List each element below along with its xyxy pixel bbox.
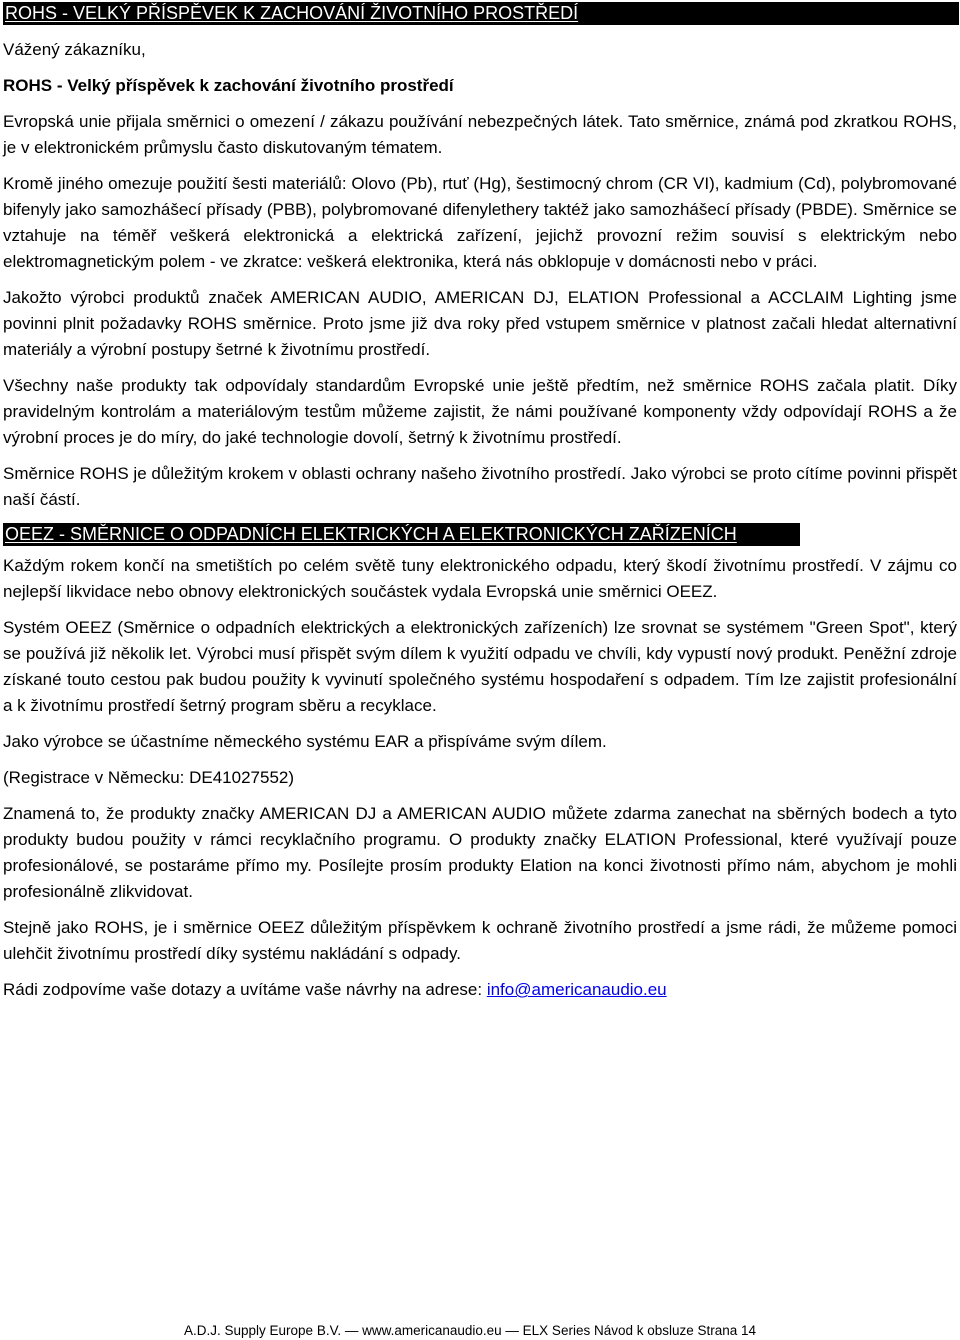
oeez-paragraph: Znamená to, že produkty značky AMERICAN DJ a AMERICAN AUDIO můžete zdarma zanechat na sběrných bodech a tyto produkty budou použity v rámci recyklačního programu. O produkty značky ELATION Professional, které využívají pouze profesionálové, se postaráme přímo my. Posílejte prosím produkty Elation na konci životnosti přímo nám, abychom je mohli profesionálně zlikvidovat.: [3, 804, 957, 901]
rohs-title: ROHS - Velký příspěvek k zachování životního prostředí: [3, 76, 454, 95]
rohs-paragraph: Všechny naše produkty tak odpovídaly standardům Evropské unie ještě předtím, než směrnice ROHS začala platit. Díky pravidelným kontrolám a materiálovým testům můžeme zajistit, že námi používané komponenty vždy odpovídají ROHS a že výrobní proces je do míry, do jaké technologie dovolí, šetrný k životnímu prostředí.: [3, 376, 957, 447]
page-footer: A.D.J. Supply Europe B.V. — www.americanaudio.eu — ELX Series Návod k obsluze Strana 14: [184, 1323, 757, 1338]
contact-text: Rádi zodpovíme vaše dotazy a uvítáme vaše návrhy na adrese:: [3, 980, 487, 999]
contact-email-link[interactable]: info@americanaudio.eu: [486, 980, 667, 999]
rohs-paragraph: Kromě jiného omezuje použití šesti materiálů: Olovo (Pb), rtuť (Hg), šestimocný chrom (CR VI), kadmium (Cd), polybromované bifenyly jako samozhášecí přísady (PBB), polybromované difenylethery taktéž jako samozhášecí přísady (PBDE). Směrnice se vztahuje na téměř veškerá elektronická a elektrická zařízení, jejichž provozní režim souvisí s elektrickým nebo elektromagnetickým polem - ve zkratce: veškerá elektronika, která nás obklopuje v domácnosti nebo v práci.: [3, 174, 957, 271]
section-heading-oeez: OEEZ - SMĚRNICE O ODPADNÍCH ELEKTRICKÝCH A ELEKTRONICKÝCH ZAŘÍZENÍCH: [3, 523, 800, 546]
rohs-paragraph: Směrnice ROHS je důležitým krokem v oblasti ochrany našeho životního prostředí. Jako výrobci se proto cítíme povinni přispět naší částí.: [3, 464, 957, 509]
oeez-paragraph: Systém OEEZ (Směrnice o odpadních elektrických a elektronických zařízeních) lze srovnat se systémem "Green Spot", který se používá již několik let. Výrobci musí přispět svým dílem k využití odpadu ve chvíli, kdy vypustí nový produkt. Peněžní zdroje získané touto cestou pak budou použity k vyvinutí společného systému hospodaření s odpadem. Tím lze zajistit profesionální a k životnímu prostředí šetrný program sběru a recyklace.: [3, 618, 957, 715]
contact-paragraph: [3, 977, 957, 1003]
oeez-paragraph: Stejně jako ROHS, je i směrnice OEEZ důležitým příspěvkem k ochraně životního prostředí a jsme rádi, že můžeme pomoci ulehčit životnímu prostředí díky systému nakládání s odpady.: [3, 918, 957, 963]
oeez-paragraph: Jako výrobce se účastníme německého systému EAR a přispíváme svým dílem.: [3, 732, 607, 751]
rohs-paragraph: Jakožto výrobci produktů značek AMERICAN AUDIO, AMERICAN DJ, ELATION Professional a ACCLAIM Lighting jsme povinni plnit požadavky ROHS směrnice. Proto jsme již dva roky před vstupem směrnice v platnost začali hledat alternativní materiály a výrobní postupy šetrné k životnímu prostředí.: [3, 288, 957, 359]
oeez-registration: (Registrace v Německu: DE41027552): [3, 768, 295, 787]
document-page: [3, 2, 957, 1003]
rohs-paragraph: Evropská unie přijala směrnici o omezení / zákazu používání nebezpečných látek. Tato směrnice, známá pod zkratkou ROHS, je v elektronickém průmyslu často diskutovaným tématem.: [3, 112, 957, 157]
section-heading-rohs: ROHS - VELKÝ PŘÍSPĚVEK K ZACHOVÁNÍ ŽIVOTNÍHO PROSTŘEDÍ: [3, 2, 959, 25]
salutation: Vážený zákazníku,: [3, 40, 146, 59]
oeez-paragraph: Každým rokem končí na smetištích po celém světě tuny elektronického odpadu, který škodí životnímu prostředí. V zájmu co nejlepší likvidace nebo obnovy elektronických součástek vydala Evropská unie směrnici OEEZ.: [3, 556, 957, 601]
